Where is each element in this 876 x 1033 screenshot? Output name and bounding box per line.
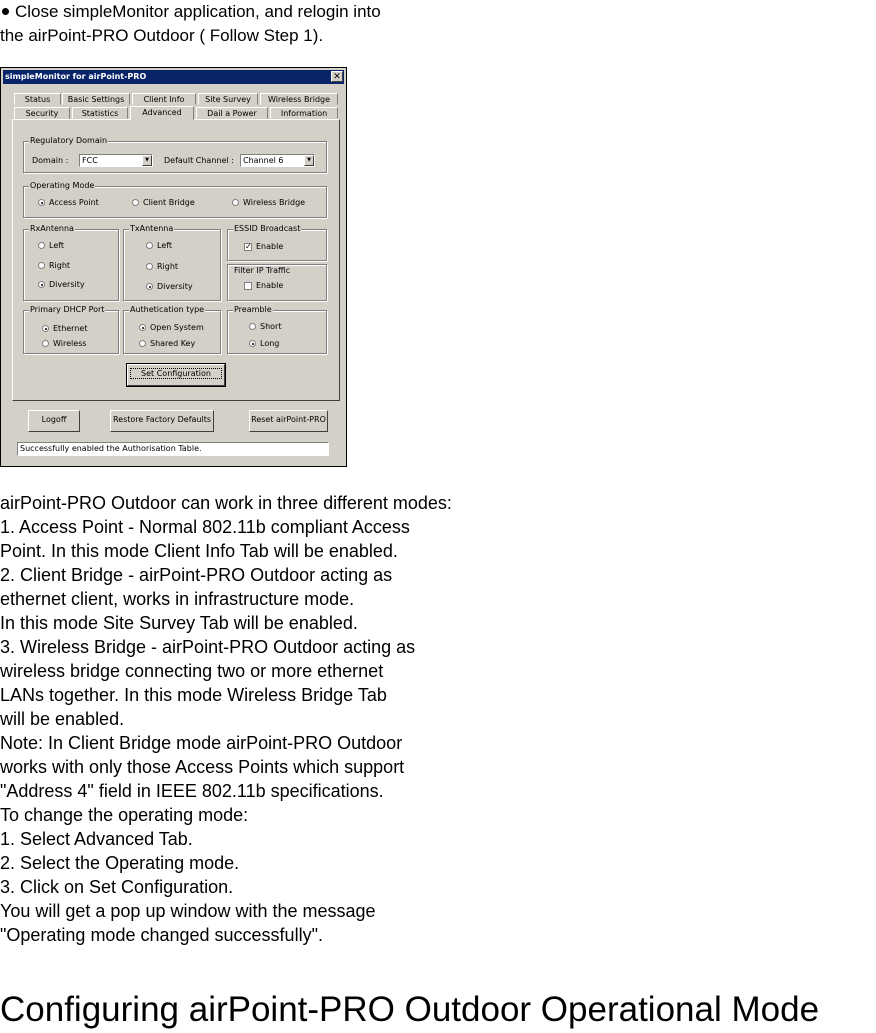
- radio-empty-icon: [42, 340, 49, 347]
- window-title: simpleMonitor for airPoint-PRO: [5, 72, 147, 81]
- auth-radio-shared-key[interactable]: Shared Key: [139, 339, 195, 349]
- set-configuration-button[interactable]: Set Configuration: [127, 364, 225, 386]
- body-line: works with only those Access Points which support: [0, 757, 405, 777]
- default-channel-select[interactable]: [240, 154, 315, 167]
- radio-selected-icon: [38, 199, 45, 206]
- tx-radio-diversity[interactable]: Diversity: [146, 282, 193, 292]
- radio-empty-icon: [146, 242, 153, 249]
- domain-label: Domain :: [32, 156, 69, 165]
- body-line: You will get a pop up window with the message: [0, 901, 376, 921]
- tab-security[interactable]: Security: [14, 107, 70, 119]
- body-line: Point. In this mode Client Info Tab will be enabled.: [0, 541, 398, 561]
- filter-ip-label: Filter IP Traffic: [234, 266, 291, 275]
- body-line: 1. Access Point - Normal 802.11b compliant Access: [0, 517, 410, 537]
- radio-empty-icon: [132, 199, 139, 206]
- window-titlebar: [3, 70, 344, 84]
- checkbox-empty-icon: [244, 282, 252, 290]
- chevron-down-icon: ▼: [304, 155, 314, 166]
- filter-ip-enable-checkbox[interactable]: Enable: [244, 281, 283, 291]
- checkmark-icon: ✓: [245, 241, 252, 251]
- essid-broadcast-label: ESSID Broadcast: [234, 224, 301, 233]
- tab-statistics[interactable]: Statistics: [72, 107, 128, 119]
- radio-selected-icon: [139, 324, 146, 331]
- body-line: "Operating mode changed successfully".: [0, 925, 323, 945]
- rx-radio-left[interactable]: Left: [38, 241, 64, 251]
- operating-mode-label: Operating Mode: [30, 181, 95, 190]
- auth-type-label: Authetication type: [130, 305, 205, 314]
- body-line: 3. Click on Set Configuration.: [0, 877, 234, 897]
- radio-empty-icon: [146, 263, 153, 270]
- bullet-icon: [2, 8, 9, 15]
- default-channel-label: Default Channel :: [164, 156, 234, 165]
- dhcp-radio-wireless[interactable]: Wireless: [42, 339, 86, 349]
- mode-description: [0, 491, 452, 947]
- domain-value: FCC: [82, 156, 98, 165]
- tab-wireless-bridge[interactable]: Wireless Bridge: [260, 93, 338, 105]
- tx-radio-right[interactable]: Right: [146, 262, 178, 272]
- preamble-radio-short[interactable]: Short: [249, 322, 281, 332]
- preamble-label: Preamble: [234, 305, 272, 314]
- intro-instruction: [0, 0, 381, 48]
- auth-radio-open-system[interactable]: Open System: [139, 323, 204, 333]
- radio-empty-icon: [249, 323, 256, 330]
- channel-value: Channel 6: [243, 156, 284, 165]
- preamble-radio-long[interactable]: Long: [249, 339, 279, 349]
- body-line: LANs together. In this mode Wireless Bridge Tab: [0, 685, 387, 705]
- tab-dail-a-power[interactable]: Dail a Power: [196, 107, 268, 119]
- body-line: 2. Client Bridge - airPoint-PRO Outdoor acting as: [0, 565, 393, 585]
- rx-radio-diversity[interactable]: Diversity: [38, 280, 85, 290]
- status-bar: Successfully enabled the Authorisation Table.: [17, 442, 329, 456]
- intro-line-1: Close simpleMonitor application, and relogin into: [0, 0, 381, 24]
- advanced-tab-panel: [12, 119, 340, 401]
- radio-selected-icon: [146, 283, 153, 290]
- body-line: To change the operating mode:: [0, 805, 249, 825]
- tab-site-survey[interactable]: Site Survey: [198, 93, 258, 105]
- section-heading: Configuring airPoint-PRO Outdoor Operational Mode: [0, 990, 820, 1029]
- body-line: In this mode Site Survey Tab will be enabled.: [0, 613, 358, 633]
- dhcp-radio-ethernet[interactable]: Ethernet: [42, 324, 87, 334]
- tx-antenna-label: TxAntenna: [130, 224, 174, 233]
- radio-selected-icon: [42, 325, 49, 332]
- radio-empty-icon: [38, 262, 45, 269]
- tab-client-info[interactable]: Client Info: [132, 93, 196, 105]
- body-line: airPoint-PRO Outdoor can work in three different modes:: [0, 493, 452, 513]
- tab-basic-settings[interactable]: Basic Settings: [62, 93, 130, 105]
- body-line: 1. Select Advanced Tab.: [0, 829, 193, 849]
- dhcp-port-label: Primary DHCP Port: [30, 305, 105, 314]
- simplemonitor-window: [0, 67, 347, 467]
- radio-client-bridge[interactable]: Client Bridge: [132, 198, 195, 208]
- tab-information[interactable]: Information: [270, 107, 338, 119]
- restore-factory-defaults-button[interactable]: Restore Factory Defaults: [110, 410, 214, 432]
- preamble-group: [227, 305, 327, 354]
- chevron-down-icon: ▼: [142, 155, 152, 166]
- radio-wireless-bridge[interactable]: Wireless Bridge: [232, 198, 305, 208]
- operating-mode-group: [23, 181, 327, 218]
- body-line: "Address 4" field in IEEE 802.11b specifications.: [0, 781, 384, 801]
- radio-selected-icon: [38, 281, 45, 288]
- filter-ip-group: [227, 264, 327, 301]
- body-line: Note: In Client Bridge mode airPoint-PRO Outdoor: [0, 733, 403, 753]
- tx-radio-left[interactable]: Left: [146, 241, 172, 251]
- essid-enable-checkbox[interactable]: ✓ Enable: [245, 241, 284, 251]
- body-line: 3. Wireless Bridge - airPoint-PRO Outdoor acting as: [0, 637, 416, 657]
- body-line: 2. Select the Operating mode.: [0, 853, 240, 873]
- body-line: wireless bridge connecting two or more ethernet: [0, 661, 384, 681]
- regulatory-domain-label: Regulatory Domain: [30, 136, 108, 145]
- auth-type-group: [123, 305, 221, 354]
- essid-broadcast-group: [227, 224, 327, 261]
- tx-antenna-group: [123, 224, 221, 301]
- close-icon[interactable]: ✕: [331, 71, 343, 82]
- intro-line-2: the airPoint-PRO Outdoor ( Follow Step 1).: [0, 26, 324, 45]
- domain-select[interactable]: [79, 154, 153, 167]
- radio-empty-icon: [139, 340, 146, 347]
- rx-antenna-group: [23, 224, 119, 301]
- tab-advanced[interactable]: Advanced: [130, 106, 194, 120]
- tab-status[interactable]: Status: [14, 93, 61, 105]
- reset-airpoint-button[interactable]: Reset airPoint-PRO: [249, 410, 328, 432]
- body-line: ethernet client, works in infrastructure mode.: [0, 589, 355, 609]
- radio-access-point[interactable]: Access Point: [38, 198, 99, 208]
- body-line: will be enabled.: [0, 709, 125, 729]
- regulatory-domain-group: [23, 136, 327, 173]
- radio-empty-icon: [232, 199, 239, 206]
- rx-antenna-label: RxAntenna: [30, 224, 74, 233]
- logoff-button[interactable]: Logoff: [28, 410, 80, 432]
- dhcp-port-group: [23, 305, 119, 354]
- radio-selected-icon: [249, 340, 256, 347]
- radio-empty-icon: [38, 242, 45, 249]
- rx-radio-right[interactable]: Right: [38, 261, 70, 271]
